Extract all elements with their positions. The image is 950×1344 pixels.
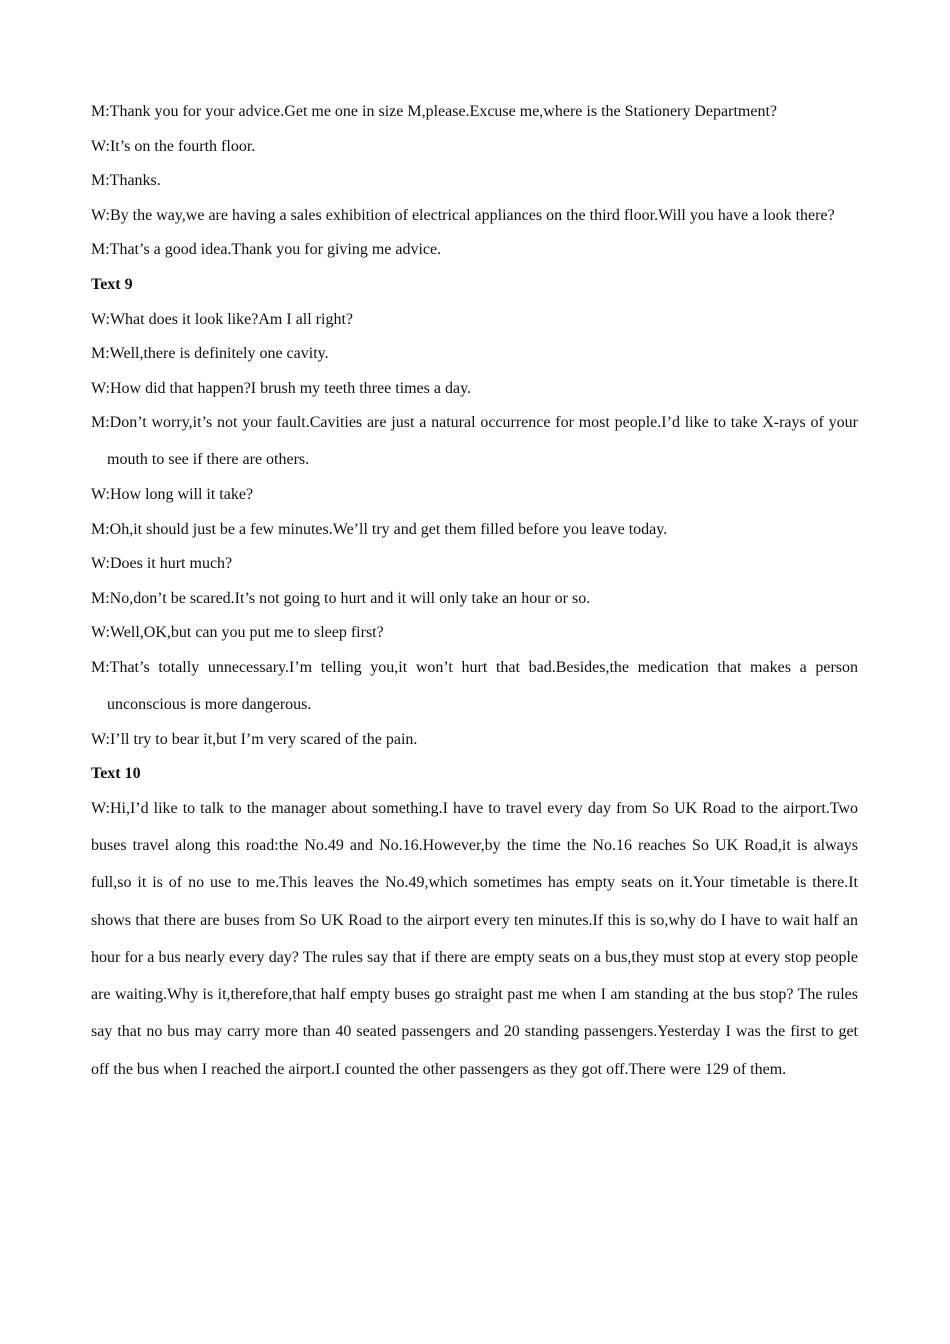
section-heading-text-9: Text 9 — [91, 275, 133, 293]
dialogue-line: W:Well,OK,but can you put me to sleep first? — [91, 624, 384, 642]
dialogue-line: W:What does it look like?Am I all right? — [91, 310, 353, 328]
document-page — [91, 100, 858, 1088]
dialogue-line: W:By the way,we are having a sales exhibition of electrical appliances on the third floor.Will you have a look there? — [91, 206, 835, 224]
dialogue-line: M:Thanks. — [91, 172, 161, 190]
dialogue-line: M:Thank you for your advice.Get me one in size M,please.Excuse me,where is the Stationery Department? — [91, 103, 777, 120]
dialogue-line: M:Don’t worry,it’s not your fault.Cavities are just a natural occurrence for most people.I’d like to take X-rays of your mouth to see if there are others. — [91, 414, 858, 469]
dialogue-line: W:I’ll try to bear it,but I’m very scared of the pain. — [91, 730, 418, 748]
dialogue-line: M:That’s a good idea.Thank you for giving me advice. — [91, 241, 442, 259]
dialogue-line: W:It’s on the fourth floor. — [91, 137, 256, 155]
dialogue-line: M:That’s totally unnecessary.I’m telling you,it won’t hurt that bad.Besides,the medication that makes a person unconscious is more dangerous. — [91, 658, 858, 713]
dialogue-line: M:No,don’t be scared.It’s not going to hurt and it will only take an hour or so. — [91, 589, 591, 607]
dialogue-line: W:Does it hurt much? — [91, 555, 233, 573]
monologue-paragraph: W:Hi,I’d like to talk to the manager about something.I have to travel every day from So UK Road to the airport.Two buses travel along this road:the No.49 and No.16.However,by the time the No.16 reaches So UK Road,it is always full,so it is of no use to me.This leaves the No.49,which sometimes has empty seats on it.Your timetable is there.It shows that there are buses from So UK Road to the airport every ten minutes.If this is so,why do I have to wait half an hour for a bus nearly every day? The rules say that if there are empty seats on a bus,they must stop at every stop people are waiting.Why is it,therefore,that half empty buses go straight past me when I am standing at the bus stop? The rules say that no bus may carry more than 40 seated passengers and 20 standing passengers.Yesterday I was the first to get off the bus when I reached the airport.I counted the other passengers as they got off.There were 129 of them. — [91, 799, 858, 1078]
dialogue-line: M:Well,there is definitely one cavity. — [91, 345, 329, 363]
dialogue-line: W:How did that happen?I brush my teeth three times a day. — [91, 379, 472, 397]
section-heading-text-10: Text 10 — [91, 765, 141, 783]
dialogue-line: W:How long will it take? — [91, 485, 254, 503]
dialogue-line: M:Oh,it should just be a few minutes.We’ll try and get them filled before you leave today. — [91, 520, 668, 538]
